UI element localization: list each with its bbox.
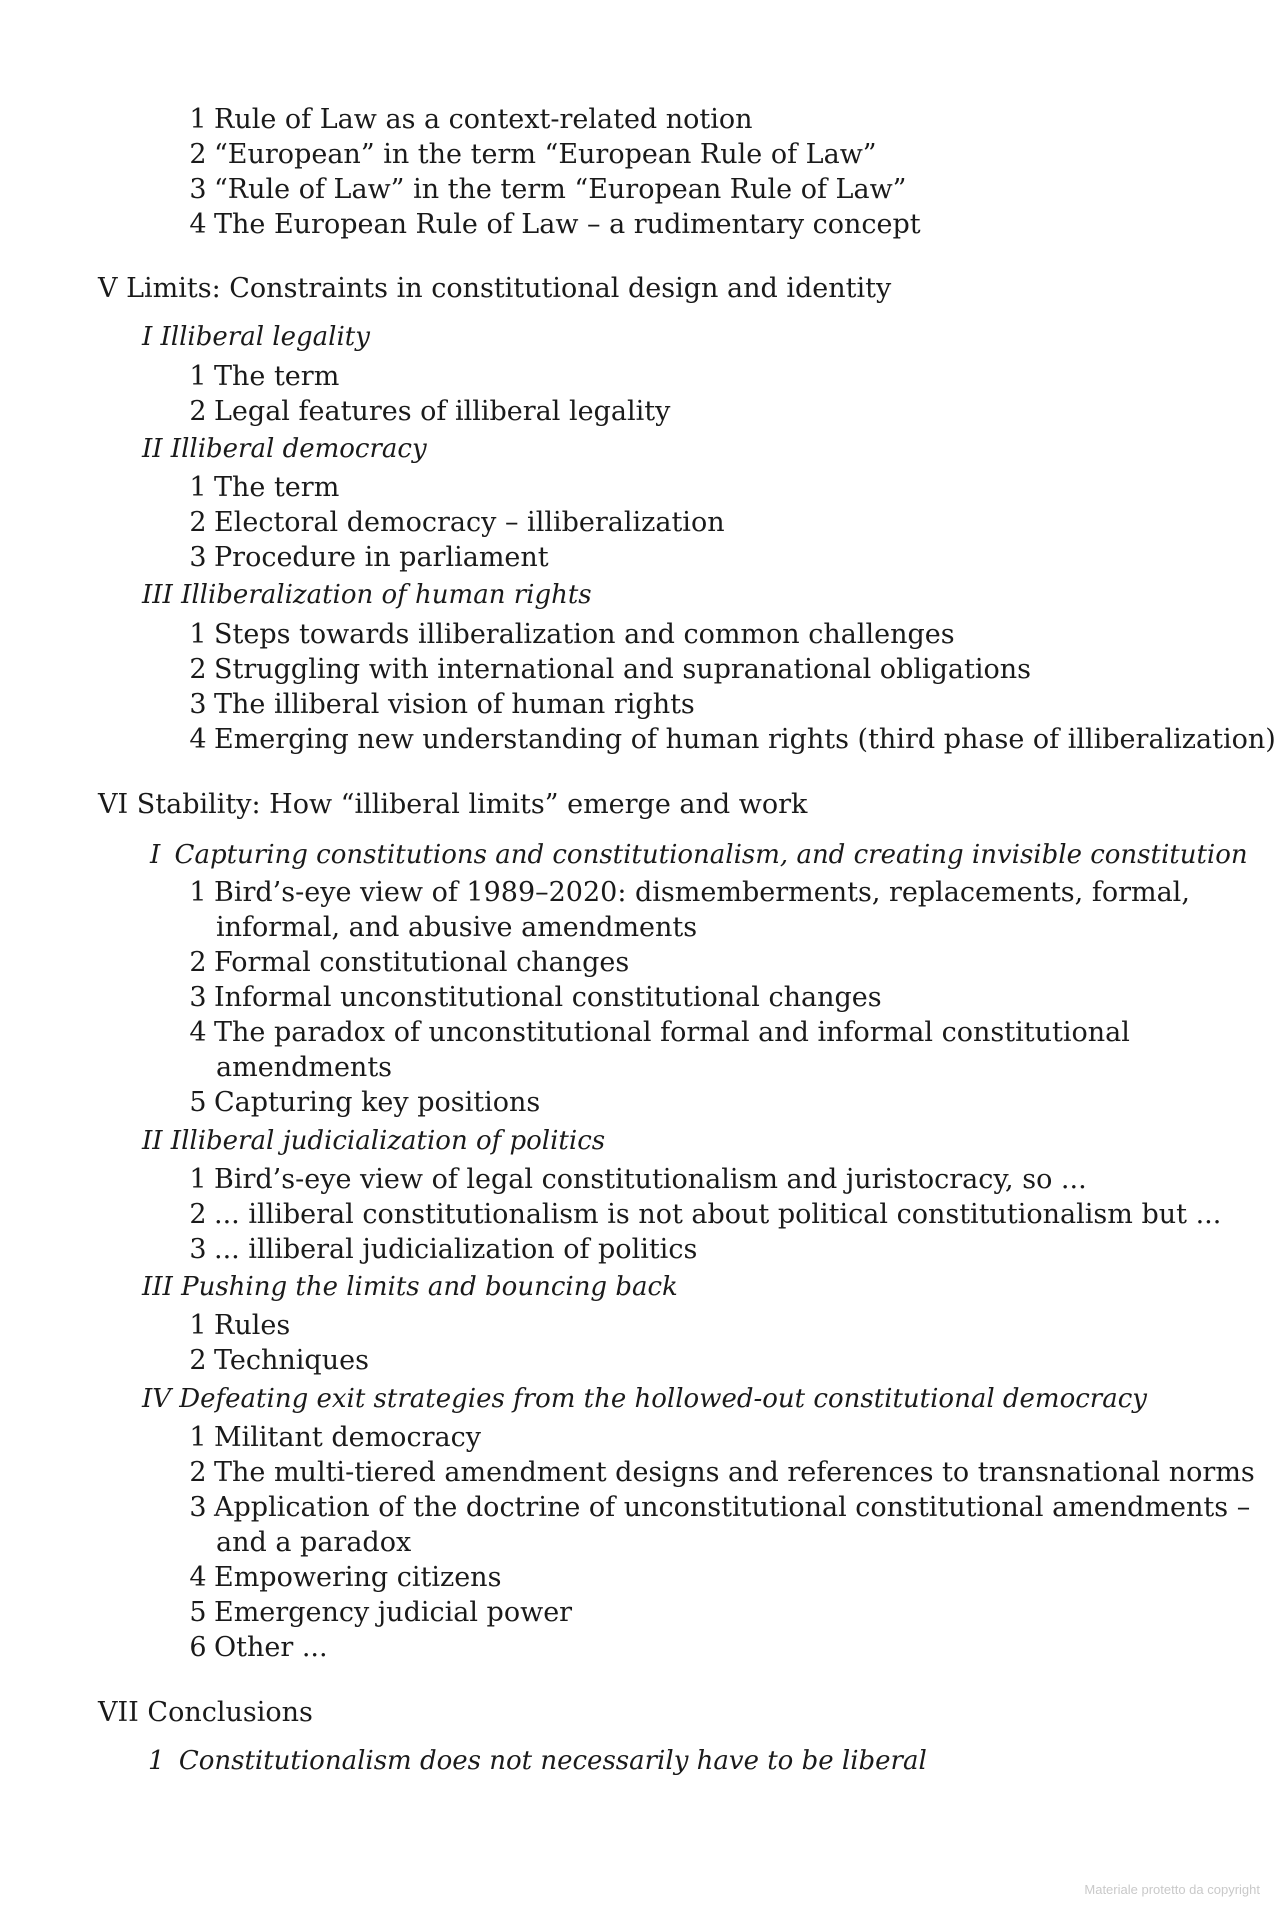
item-text: Struggling with international and supranational obligations — [214, 654, 1031, 685]
item-number: 1 — [189, 1164, 207, 1195]
item-text: Formal constitutional changes — [214, 947, 630, 978]
item-number: 3 — [189, 982, 207, 1013]
item-number: 2 — [189, 1199, 207, 1230]
item-number: 3 — [189, 542, 207, 573]
section-title: III Illiberalization of human rights — [142, 580, 592, 610]
item-number: 2 — [189, 1345, 207, 1376]
copyright-watermark: Materiale protetto da copyright — [1084, 1882, 1260, 1897]
item-number: 2 — [189, 1457, 207, 1488]
chapter-title: V Limits: Constraints in constitutional design and identity — [98, 273, 892, 304]
chapter-title: VII Conclusions — [98, 1697, 313, 1728]
item-text: The multi-tiered amendment designs and references to transnational norms — [214, 1457, 1255, 1488]
item-number: 1 — [189, 1422, 207, 1453]
item-number: 2 — [189, 507, 207, 538]
item-text-continuation: amendments — [216, 1052, 393, 1083]
item-number: 1 — [189, 104, 207, 135]
item-number: 4 — [189, 724, 207, 755]
item-text: The term — [214, 361, 340, 392]
item-text: Bird’s-eye view of legal constitutionalism and juristocracy, so ... — [214, 1164, 1087, 1195]
section-number: I — [150, 840, 161, 870]
section-number: 1 — [148, 1746, 165, 1776]
item-number: 2 — [189, 139, 207, 170]
section-title — [150, 840, 1248, 870]
item-text: Procedure in parliament — [214, 542, 549, 573]
item-text: Emergency judicial power — [214, 1597, 573, 1628]
item-text: Militant democracy — [214, 1422, 481, 1453]
section-text: Capturing constitutions and constitutionalism, and creating invisible constitution — [174, 840, 1248, 870]
item-number: 1 — [189, 1310, 207, 1341]
item-text: Legal features of illiberal legality — [214, 396, 671, 427]
item-text: Electoral democracy – illiberalization — [214, 507, 725, 538]
item-text-continuation: and a paradox — [216, 1527, 412, 1558]
item-number: 1 — [189, 472, 207, 503]
section-title: III Pushing the limits and bouncing back — [142, 1272, 678, 1302]
item-text: Empowering citizens — [214, 1562, 502, 1593]
item-text: Capturing key positions — [214, 1087, 541, 1118]
section-title: II Illiberal judicialization of politics — [142, 1126, 606, 1156]
item-number: 2 — [189, 396, 207, 427]
item-text: Other ... — [214, 1632, 328, 1663]
item-text: Informal unconstitutional constitutional changes — [214, 982, 882, 1013]
item-text: ... illiberal constitutionalism is not about political constitutionalism but ... — [214, 1199, 1222, 1230]
item-number: 1 — [189, 877, 207, 908]
item-number: 4 — [189, 1562, 207, 1593]
item-number: 5 — [189, 1597, 207, 1628]
item-number: 3 — [189, 1234, 207, 1265]
item-text: Emerging new understanding of human rights (third phase of illiberalization) — [214, 724, 1276, 755]
item-text: Bird’s-eye view of 1989–2020: dismemberments, replacements, formal, — [214, 877, 1190, 908]
section-title: I Illiberal legality — [142, 322, 370, 352]
item-number: 4 — [189, 1017, 207, 1048]
section-title: II Illiberal democracy — [142, 434, 427, 464]
item-number: 2 — [189, 947, 207, 978]
item-number: 3 — [189, 174, 207, 205]
chapter-title: VI Stability: How “illiberal limits” emerge and work — [98, 789, 808, 820]
item-number: 3 — [189, 1492, 207, 1523]
section-text: Constitutionalism does not necessarily have to be liberal — [178, 1746, 927, 1776]
item-number: 1 — [189, 361, 207, 392]
item-text: The European Rule of Law – a rudimentary concept — [214, 209, 921, 240]
item-text: Application of the doctrine of unconstitutional constitutional amendments – — [214, 1492, 1251, 1523]
item-text: Rules — [214, 1310, 291, 1341]
item-number: 1 — [189, 619, 207, 650]
item-number: 6 — [189, 1632, 207, 1663]
item-text: “European” in the term “European Rule of Law” — [214, 139, 877, 170]
item-text-continuation: informal, and abusive amendments — [216, 912, 698, 943]
item-text: ... illiberal judicialization of politics — [214, 1234, 698, 1265]
item-number: 5 — [189, 1087, 207, 1118]
item-number: 3 — [189, 689, 207, 720]
section-title — [148, 1746, 927, 1776]
item-text: The term — [214, 472, 340, 503]
item-text: The illiberal vision of human rights — [214, 689, 695, 720]
item-text: Rule of Law as a context-related notion — [214, 104, 753, 135]
section-title: IV Defeating exit strategies from the hollowed-out constitutional democracy — [142, 1384, 1147, 1414]
item-text: The paradox of unconstitutional formal and informal constitutional — [214, 1017, 1130, 1048]
item-text: Steps towards illiberalization and common challenges — [214, 619, 955, 650]
item-number: 2 — [189, 654, 207, 685]
item-text: Techniques — [214, 1345, 369, 1376]
item-text: “Rule of Law” in the term “European Rule of Law” — [214, 174, 907, 205]
item-number: 4 — [189, 209, 207, 240]
